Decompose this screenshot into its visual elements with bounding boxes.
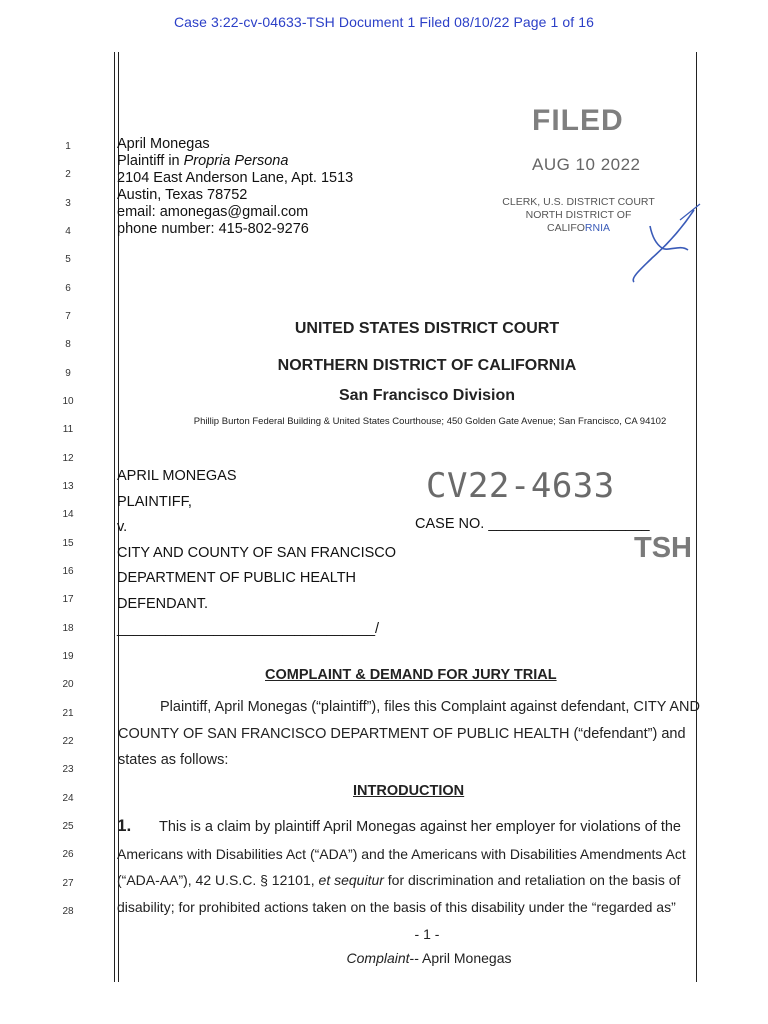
- line-number: 26: [62, 849, 74, 860]
- line-number: 14: [62, 509, 74, 520]
- line-number: 17: [62, 594, 74, 605]
- caption-defendant1: CITY AND COUNTY OF SAN FRANCISCO: [117, 544, 397, 561]
- line-number: 13: [62, 481, 74, 492]
- plaintiff-role-prefix: Plaintiff in: [117, 153, 184, 169]
- case-number-stamp: CV22-4633: [426, 466, 615, 506]
- plaintiff-address-line1: 2104 East Anderson Lane, Apt. 1513: [117, 170, 354, 186]
- court-address: Phillip Burton Federal Building & United States Courthouse; 450 Golden Gate Avenue; San Francisco, CA 94102: [193, 416, 667, 427]
- case-header: Case 3:22-cv-04633-TSH Document 1 Filed 08/10/22 Page 1 of 16: [173, 14, 595, 30]
- footer-title-italic: Complaint: [346, 950, 410, 966]
- paragraph-1-line3-italic: et sequitur: [318, 872, 384, 888]
- caption-v: v.: [117, 519, 128, 535]
- line-number: 19: [62, 651, 74, 662]
- line-number: 28: [62, 906, 74, 917]
- intro-line1: Plaintiff, April Monegas (“plaintiff”), files this Complaint against defendant, CITY AND: [160, 699, 700, 715]
- paragraph-1-line3-a: (“ADA-AA”), 42 U.S.C. § 12101,: [117, 872, 319, 888]
- plaintiff-block: [117, 136, 353, 238]
- line-number: 15: [62, 538, 74, 549]
- plaintiff-role: [117, 153, 353, 170]
- judge-initials-stamp: TSH: [634, 532, 692, 564]
- intro-line3: states as follows:: [118, 752, 229, 768]
- filed-stamp-date: AUG 10 2022: [532, 155, 641, 174]
- line-number: 1: [65, 141, 71, 152]
- court-division: San Francisco Division: [338, 387, 516, 404]
- court-district: NORTHERN DISTRICT OF CALIFORNIA: [277, 357, 577, 374]
- plaintiff-name: April Monegas: [117, 136, 210, 152]
- paragraph-1-text-line1: This is a claim by plaintiff April Monegas against her employer for violations of the: [159, 819, 681, 835]
- paragraph-1-line3: [117, 867, 696, 894]
- line-number: 12: [62, 453, 74, 464]
- line-number: 7: [65, 311, 71, 322]
- clerk-signature-icon: [622, 198, 712, 288]
- line-number: 18: [62, 623, 74, 634]
- plaintiff-address-line2: Austin, Texas 78752: [117, 187, 248, 203]
- line-number: 23: [62, 764, 74, 775]
- caption-defendant2: DEPARTMENT OF PUBLIC HEALTH: [117, 570, 357, 586]
- clerk-line1: CLERK, U.S. DISTRICT COURT: [502, 196, 655, 208]
- paragraph-1: [117, 813, 696, 920]
- caption-plaintiff-label: PLAINTIFF,: [117, 493, 192, 510]
- line-number: 11: [62, 424, 74, 435]
- clerk-line2-b: RNIA: [584, 222, 611, 234]
- plaintiff-phone: phone number: 415-802-9276: [117, 221, 309, 237]
- line-number: 6: [65, 283, 71, 294]
- caption-defendant-label: DEFENDANT.: [117, 595, 209, 612]
- introduction-heading: INTRODUCTION: [353, 783, 465, 799]
- line-number: 5: [65, 254, 71, 265]
- filed-stamp-label: FILED: [532, 104, 624, 137]
- left-margin-line-outer: [114, 52, 115, 982]
- court-name: UNITED STATES DISTRICT COURT: [294, 320, 560, 337]
- paragraph-1-line2: Americans with Disabilities Act (“ADA”) and the Americans with Disabilities Amendments Act: [117, 845, 686, 862]
- line-number: 9: [65, 368, 71, 379]
- paragraph-number: 1.: [117, 816, 132, 835]
- caption-parties: [117, 464, 396, 643]
- line-number: 24: [62, 793, 74, 804]
- line-number: 27: [62, 878, 74, 889]
- line-number: 16: [62, 566, 74, 577]
- line-number: 3: [65, 198, 71, 209]
- case-number-label: CASE NO. ____________________: [415, 516, 650, 532]
- paragraph-1-line4: disability; for prohibited actions taken on the basis of this disability under the “regarded as”: [117, 898, 676, 915]
- line-number: 25: [62, 821, 74, 832]
- plaintiff-email: email: amonegas@gmail.com: [117, 204, 309, 220]
- right-margin-line: [696, 52, 697, 982]
- caption-plaintiff: APRIL MONEGAS: [117, 468, 237, 484]
- footer-title-rest: -- April Monegas: [409, 950, 512, 966]
- footer-title: [45, 950, 768, 966]
- line-number: 8: [65, 339, 71, 350]
- line-number: 2: [65, 169, 71, 180]
- intro-paragraph: [118, 694, 700, 774]
- intro-line2: COUNTY OF SAN FRANCISCO DEPARTMENT OF PUBLIC HEALTH (“defendant”) and: [118, 725, 686, 742]
- line-number: 22: [62, 736, 74, 747]
- complaint-title: COMPLAINT & DEMAND FOR JURY TRIAL: [265, 667, 557, 683]
- line-number: 10: [62, 396, 74, 407]
- clerk-line2-a: NORTH DISTRICT OF CALIFO: [525, 209, 632, 234]
- plaintiff-role-italic: Propria Persona: [183, 153, 289, 169]
- line-number: 20: [62, 679, 74, 690]
- paragraph-1-line3-b: for discrimination and retaliation on the basis of: [383, 872, 681, 888]
- caption-signature-line: ________________________________/: [117, 621, 380, 637]
- line-number: 4: [65, 226, 71, 237]
- paragraph-1-line1: [117, 813, 696, 841]
- page-number: - 1 -: [414, 926, 440, 942]
- line-number: 21: [62, 708, 74, 719]
